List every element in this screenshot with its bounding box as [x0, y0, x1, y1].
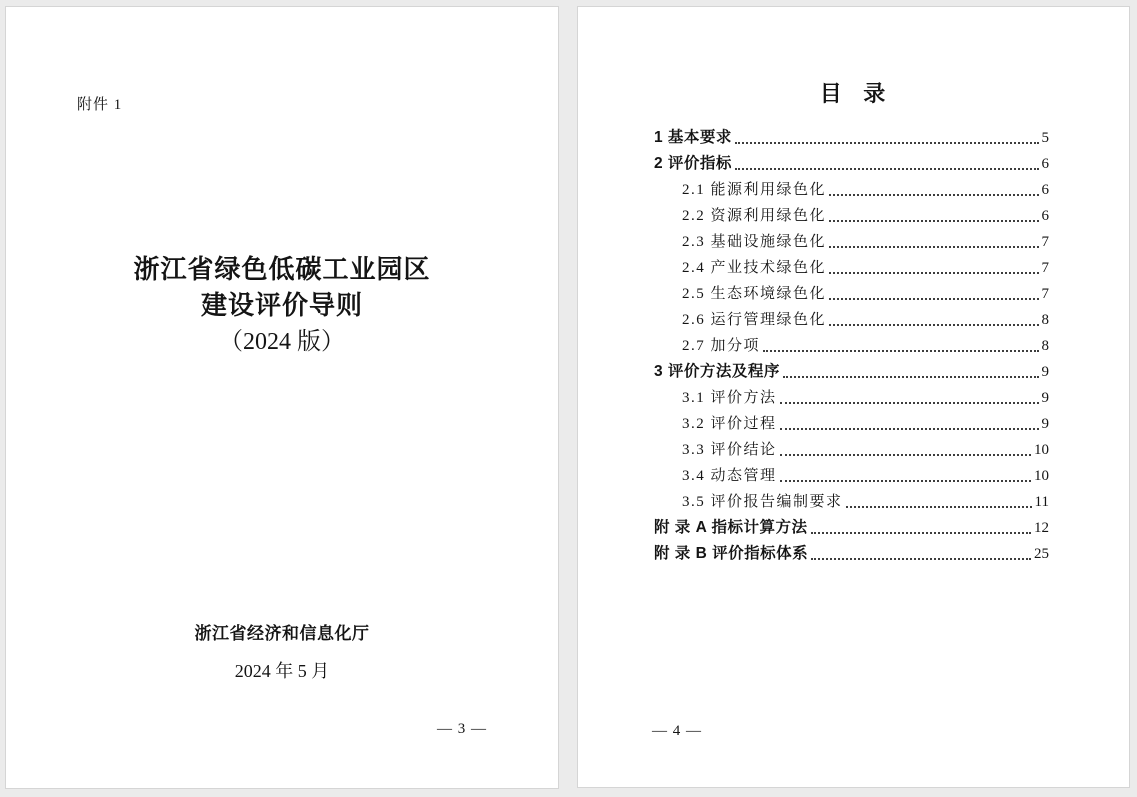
- toc-entry[interactable]: [654, 332, 1049, 358]
- title-line-2: 建设评价导则: [200, 291, 363, 320]
- toc-entry-label: 1 基本要求: [654, 129, 732, 146]
- toc-entry-label: 附 录 B 评价指标体系: [654, 545, 809, 562]
- toc-entry[interactable]: [654, 306, 1049, 332]
- toc-entry[interactable]: [654, 150, 1049, 176]
- toc-entry-label: 3 评价方法及程序: [654, 363, 780, 380]
- toc-entry[interactable]: [654, 514, 1049, 540]
- toc-entry-label: 2.2 资源利用绿色化: [682, 208, 827, 224]
- dotted-leader: [829, 324, 1038, 326]
- toc-entry-label: 2.7 加分项: [682, 338, 761, 354]
- toc-entry-page: 9: [1041, 390, 1049, 406]
- toc-entry-page: 8: [1041, 338, 1049, 354]
- toc-entry[interactable]: [654, 254, 1049, 280]
- dotted-leader: [811, 532, 1031, 534]
- dotted-leader: [735, 168, 1039, 170]
- toc-entry[interactable]: [654, 176, 1049, 202]
- toc-entry-label: 2.6 运行管理绿色化: [682, 312, 827, 328]
- toc-entry[interactable]: [654, 384, 1049, 410]
- toc-entry-page: 6: [1041, 182, 1049, 198]
- toc-entry[interactable]: [654, 540, 1049, 566]
- toc-entry-page: 7: [1041, 286, 1049, 302]
- page-number-3: — 3 —: [437, 721, 487, 737]
- toc-entry-page: 25: [1034, 546, 1049, 562]
- dotted-leader: [780, 428, 1039, 430]
- page-3: [5, 6, 559, 789]
- dotted-leader: [846, 506, 1032, 508]
- dotted-leader: [811, 558, 1031, 560]
- dotted-leader: [780, 402, 1039, 404]
- document-title: [6, 252, 558, 360]
- toc-entry-page: 7: [1041, 260, 1049, 276]
- toc-entry[interactable]: [654, 280, 1049, 306]
- dotted-leader: [763, 350, 1038, 352]
- toc-entry-label: 2 评价指标: [654, 155, 732, 172]
- toc-entry[interactable]: [654, 124, 1049, 150]
- toc-entry-page: 11: [1034, 494, 1049, 510]
- toc-entry-label: 2.5 生态环境绿色化: [682, 286, 827, 302]
- toc-entry-label: 附 录 A 指标计算方法: [654, 519, 808, 536]
- toc-entry[interactable]: [654, 488, 1049, 514]
- toc-entry-label: 2.1 能源利用绿色化: [682, 182, 827, 198]
- toc-entry-label: 3.5 评价报告编制要求: [682, 494, 843, 510]
- dotted-leader: [829, 272, 1038, 274]
- toc-entry-label: 2.3 基础设施绿色化: [682, 234, 827, 250]
- page-4: [577, 6, 1130, 788]
- dotted-leader: [735, 142, 1039, 144]
- dotted-leader: [829, 220, 1038, 222]
- title-edition-line: （2024 版）: [219, 329, 345, 355]
- toc-entry[interactable]: [654, 436, 1049, 462]
- toc-entry-page: 10: [1034, 468, 1049, 484]
- toc-entry-page: 8: [1041, 312, 1049, 328]
- publisher-name: 浙江省经济和信息化厅: [194, 624, 370, 643]
- attachment-label: 附件 1: [77, 97, 123, 113]
- toc-entry-page: 9: [1041, 364, 1049, 380]
- toc-entry-label: 3.3 评价结论: [682, 442, 777, 458]
- publish-date: 2024 年 5 月: [234, 661, 330, 681]
- dotted-leader: [780, 454, 1031, 456]
- dotted-leader: [829, 298, 1038, 300]
- toc-entry-page: 9: [1041, 416, 1049, 432]
- page-number-4: — 4 —: [652, 723, 702, 739]
- title-line-1: 浙江省绿色低碳工业园区: [133, 255, 431, 284]
- toc-entry-label: 3.1 评价方法: [682, 390, 777, 406]
- toc-entry[interactable]: [654, 202, 1049, 228]
- dotted-leader: [780, 480, 1031, 482]
- toc-entry-page: 5: [1041, 130, 1049, 146]
- toc-entry-page: 6: [1041, 156, 1049, 172]
- toc-entry-label: 2.4 产业技术绿色化: [682, 260, 827, 276]
- toc-entry-page: 7: [1041, 234, 1049, 250]
- dotted-leader: [829, 246, 1038, 248]
- toc-entry-page: 12: [1034, 520, 1049, 536]
- dotted-leader: [783, 376, 1039, 378]
- toc-list: [654, 124, 1049, 566]
- toc-entry[interactable]: [654, 462, 1049, 488]
- toc-entry-page: 6: [1041, 208, 1049, 224]
- toc-entry-label: 3.2 评价过程: [682, 416, 777, 432]
- toc-entry[interactable]: [654, 410, 1049, 436]
- toc-title: 目 录: [819, 81, 888, 106]
- toc-entry-label: 3.4 动态管理: [682, 468, 777, 484]
- dotted-leader: [829, 194, 1038, 196]
- toc-entry[interactable]: [654, 358, 1049, 384]
- toc-entry-page: 10: [1034, 442, 1049, 458]
- toc-entry[interactable]: [654, 228, 1049, 254]
